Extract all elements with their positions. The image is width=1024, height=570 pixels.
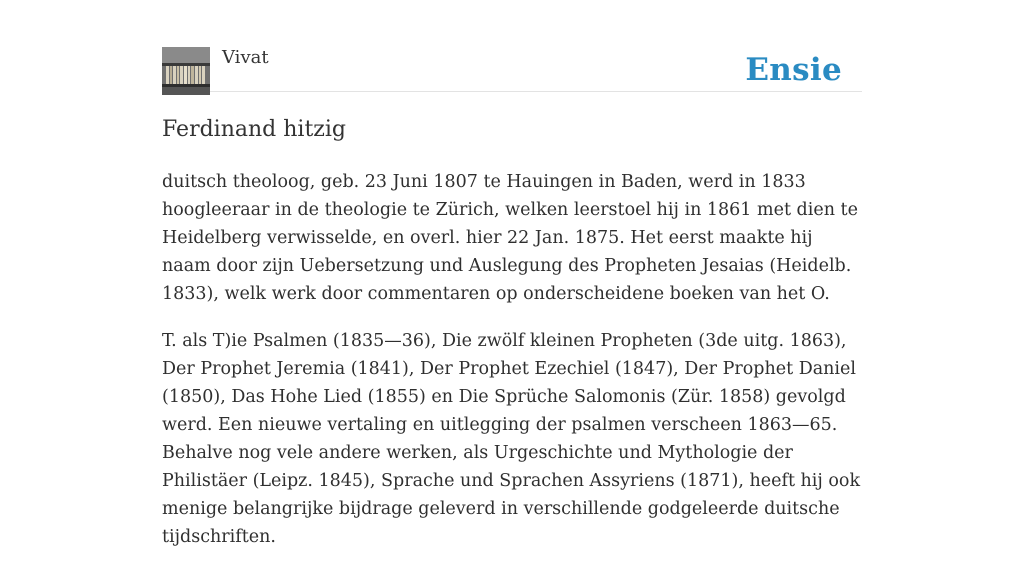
site-logo[interactable]: Ensie <box>745 52 842 88</box>
article-body <box>162 168 862 570</box>
bookshelf-photo-icon <box>162 47 210 95</box>
author-name[interactable]: Vivat <box>222 47 269 68</box>
page-title: Ferdinand hitzig <box>162 117 347 142</box>
paragraph: T. als T)ie Psalmen (1835—36), Die zwölf kleinen Propheten (3de uitg. 1863), Der Prophet Jeremia (1841), Der Prophet Ezechiel (1847), Der Prophet Daniel (1850), Das Hohe Lied (1855) en Die Sprüche Salomonis (Zür. 1858) gevolgd werd. Een nieuwe vertaling en uitlegging der psalmen verscheen 1863—65. Behalve nog vele andere werken, als Urgeschichte und Mythologie der Philistäer (Leipz. 1845), Sprache und Sprachen Assyriens (1871), heeft hij ook menige belangrijke bijdrage geleverd in verschillende godgeleerde duitsche tijdschriften. <box>162 331 861 547</box>
paragraph: duitsch theoloog, geb. 23 Juni 1807 te Hauingen in Baden, werd in 1833 hoogleeraar in de theologie te Zürich, welken leerstoel hij in 1861 met dien te Heidelberg verwisselde, en overl. hier 22 Jan. 1875. Het eerst maakte hij naam door zijn Uebersetzung und Auslegung des Propheten Jesaias (Heidelb. 1833), welk werk door commentaren op onderscheidene boeken van het O. <box>162 172 858 304</box>
header <box>162 0 862 92</box>
article-page <box>162 0 862 547</box>
author-avatar[interactable] <box>162 47 210 95</box>
